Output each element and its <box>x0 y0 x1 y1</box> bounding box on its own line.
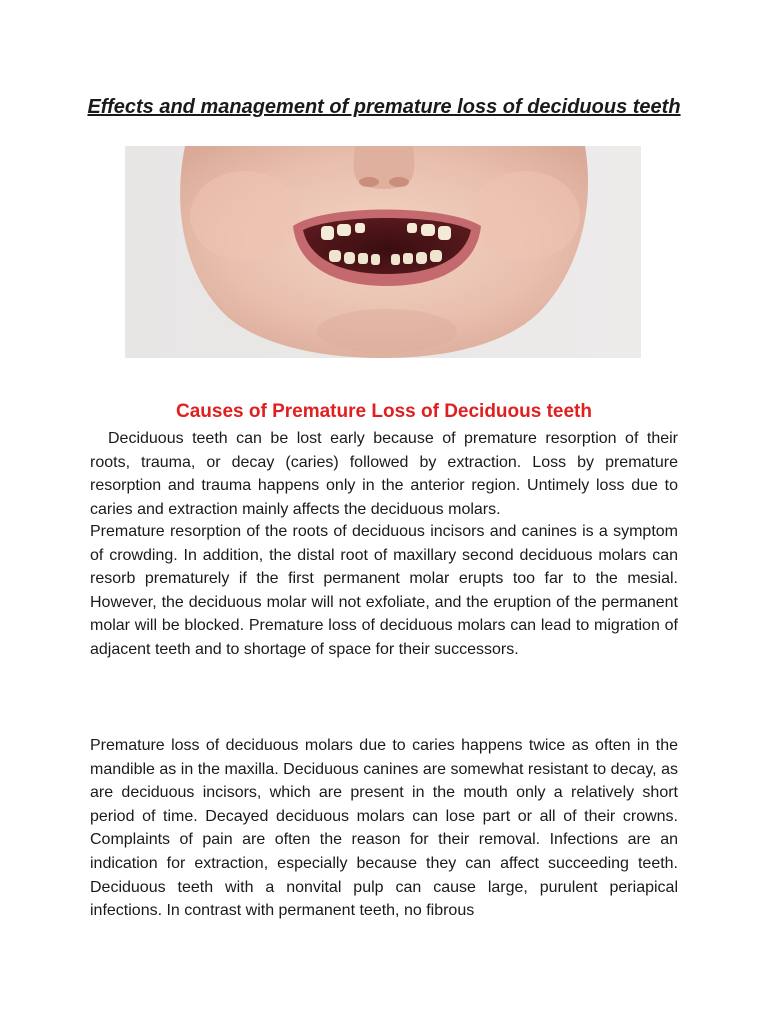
document-title: Effects and management of premature loss of deciduous teeth <box>87 96 681 118</box>
paragraph-causes-intro: Deciduous teeth can be lost early because of premature resorption of their roots, trauma, or decay (caries) followed by extraction. Loss by premature resorption and trauma happens only in the anterior region. Untimely loss due to caries and extraction mainly affects the deciduous molars. <box>90 430 678 518</box>
paragraph-caries-loss: Premature loss of deciduous molars due to caries happens twice as often in the mandible as in the maxilla. Deciduous canines are somewhat resistant to decay, as are deciduous incisors, which are present in the mouth only a relatively short period of time. Decayed deciduous molars can lose part or all of their crowns. Complaints of pain are often the reason for their removal. Infections are an indication for extraction, especially because they can affect succeeding teeth. Deciduous teeth with a nonvital pulp can cause large, purulent periapical infections. In contrast with permanent teeth, no fibrous <box>90 737 678 920</box>
paragraph-root-resorption: Premature resorption of the roots of deciduous incisors and canines is a symptom of crowding. In addition, the distal root of maxillary second deciduous molars can resorb prematurely if the first permanent molar erupts too far to the mesial. However, the deciduous molar will not exfoliate, and the eruption of the permanent molar will be blocked. Premature loss of deciduous molars can lead to migration of adjacent teeth and to shortage of space for their successors. <box>90 523 678 658</box>
child-teeth-photo <box>125 146 641 358</box>
section-heading: Causes of Premature Loss of Deciduous teeth <box>176 401 592 422</box>
